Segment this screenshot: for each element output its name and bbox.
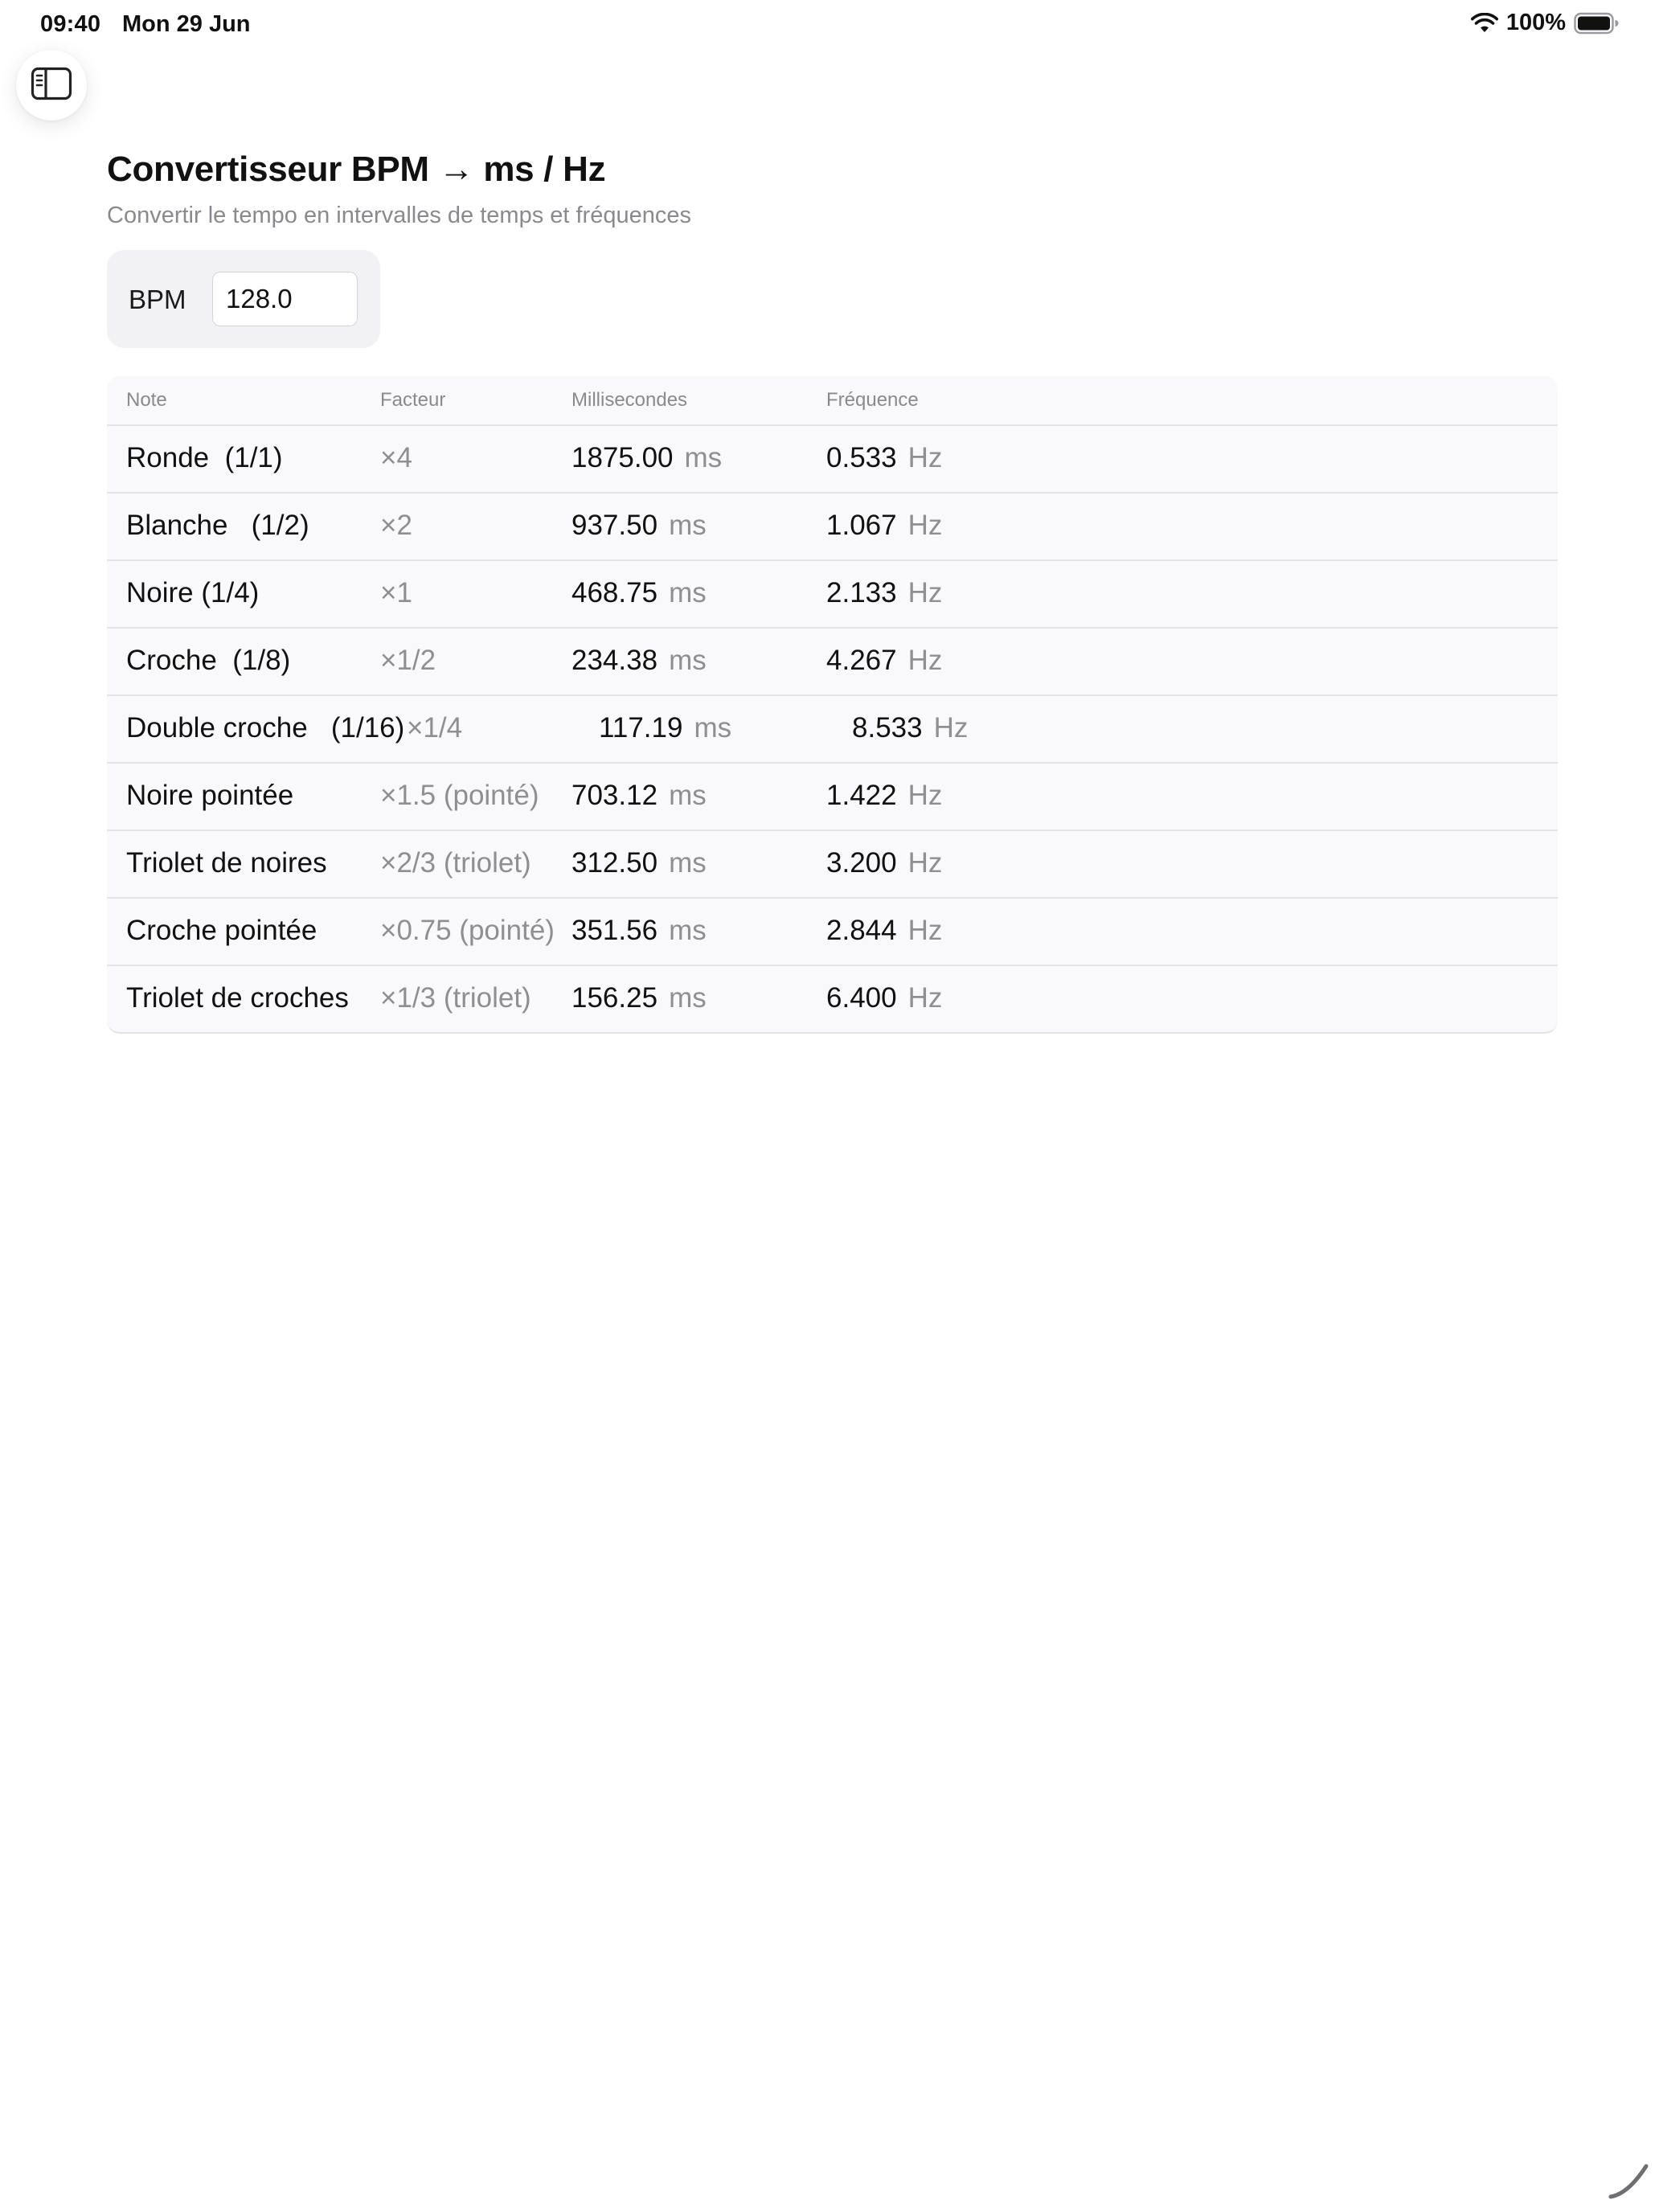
ms-value xyxy=(571,442,722,474)
sidebar-icon xyxy=(31,67,72,104)
ms-value xyxy=(599,712,731,744)
ms-value xyxy=(571,577,707,609)
note-name: Ronde (1/1) xyxy=(126,442,283,473)
hz-number: 1.067 xyxy=(826,510,897,541)
hz-unit: Hz xyxy=(933,712,969,743)
header-milliseconds: Millisecondes xyxy=(571,389,688,411)
ms-value xyxy=(571,915,707,947)
table-row xyxy=(107,561,1558,629)
hz-value xyxy=(852,712,968,744)
ms-value xyxy=(571,510,707,542)
note-factor: ×1/4 xyxy=(407,712,463,743)
note-name: Triolet de croches xyxy=(126,982,349,1014)
ms-number: 312.50 xyxy=(571,847,658,879)
ms-number: 468.75 xyxy=(571,577,658,608)
sidebar-toggle-button[interactable] xyxy=(16,50,87,121)
bpm-label: BPM xyxy=(129,285,186,314)
note-name: Double croche (1/16) xyxy=(126,712,405,743)
ms-unit: ms xyxy=(669,847,707,879)
ms-unit: ms xyxy=(669,645,707,676)
ms-unit: ms xyxy=(684,442,723,473)
hz-number: 3.200 xyxy=(826,847,897,879)
status-bar xyxy=(0,0,1659,51)
hz-number: 4.267 xyxy=(826,645,897,676)
ms-unit: ms xyxy=(694,712,732,743)
note-name: Croche (1/8) xyxy=(126,645,291,676)
ms-unit: ms xyxy=(669,510,707,541)
hz-unit: Hz xyxy=(907,982,943,1014)
note-factor: ×1.5 (pointé) xyxy=(380,780,539,811)
hz-unit: Hz xyxy=(907,442,943,473)
hz-unit: Hz xyxy=(907,847,943,879)
hz-value xyxy=(826,577,942,609)
page-title: Convertisseur BPM → ms / Hz xyxy=(107,150,606,189)
conversion-table xyxy=(107,376,1558,1034)
table-header xyxy=(107,376,1558,426)
ms-number: 234.38 xyxy=(571,645,658,676)
hz-unit: Hz xyxy=(907,645,943,676)
ms-number: 351.56 xyxy=(571,915,658,946)
hz-unit: Hz xyxy=(907,577,943,608)
table-row xyxy=(107,696,1558,764)
note-name: Noire (1/4) xyxy=(126,577,260,608)
ms-unit: ms xyxy=(669,982,707,1014)
note-factor: ×2/3 (triolet) xyxy=(380,847,531,879)
ms-unit: ms xyxy=(669,915,707,946)
hz-number: 0.533 xyxy=(826,442,897,473)
header-factor: Facteur xyxy=(380,389,446,411)
ms-value xyxy=(571,847,707,879)
hz-value xyxy=(826,645,942,677)
ms-unit: ms xyxy=(669,577,707,608)
table-row xyxy=(107,764,1558,831)
wifi-icon xyxy=(1471,13,1498,34)
note-factor: ×1/2 xyxy=(380,645,436,676)
ms-number: 117.19 xyxy=(599,712,683,743)
hz-value xyxy=(826,510,942,542)
table-row xyxy=(107,831,1558,899)
note-name: Triolet de noires xyxy=(126,847,327,879)
table-row xyxy=(107,966,1558,1032)
hz-number: 2.844 xyxy=(826,915,897,946)
ms-value xyxy=(571,645,707,677)
bpm-input[interactable] xyxy=(212,272,358,326)
bpm-card xyxy=(107,250,380,348)
note-factor: ×4 xyxy=(380,442,412,473)
note-factor: ×2 xyxy=(380,510,412,541)
ms-number: 1875.00 xyxy=(571,442,674,473)
status-time: 09:40 xyxy=(40,11,101,37)
ms-number: 703.12 xyxy=(571,780,658,811)
hz-number: 2.133 xyxy=(826,577,897,608)
battery-icon xyxy=(1574,12,1619,35)
table-row xyxy=(107,899,1558,966)
hz-value xyxy=(826,847,942,879)
ms-unit: ms xyxy=(669,780,707,811)
ms-value xyxy=(571,982,707,1014)
note-factor: ×1 xyxy=(380,577,412,608)
scribble-corner-indicator xyxy=(1604,2155,1653,2207)
ms-number: 937.50 xyxy=(571,510,658,541)
ms-value xyxy=(571,780,707,812)
hz-unit: Hz xyxy=(907,780,943,811)
hz-value xyxy=(826,442,942,474)
hz-number: 8.533 xyxy=(852,712,923,743)
note-name: Croche pointée xyxy=(126,915,317,946)
ms-number: 156.25 xyxy=(571,982,658,1014)
hz-number: 6.400 xyxy=(826,982,897,1014)
table-row xyxy=(107,426,1558,494)
hz-unit: Hz xyxy=(907,510,943,541)
battery-percentage: 100% xyxy=(1505,10,1566,35)
header-frequency: Fréquence xyxy=(826,389,919,411)
status-date: Mon 29 Jun xyxy=(122,11,251,37)
table-row xyxy=(107,629,1558,696)
hz-value xyxy=(826,780,942,812)
hz-value xyxy=(826,915,942,947)
note-name: Blanche (1/2) xyxy=(126,510,309,541)
hz-unit: Hz xyxy=(907,915,943,946)
hz-number: 1.422 xyxy=(826,780,897,811)
table-row xyxy=(107,494,1558,561)
page-subtitle: Convertir le tempo en intervalles de temps et fréquences xyxy=(107,203,691,228)
hz-value xyxy=(826,982,942,1014)
status-indicators xyxy=(1471,10,1619,36)
note-factor: ×1/3 (triolet) xyxy=(380,982,531,1014)
header-note: Note xyxy=(126,389,167,411)
note-name: Noire pointée xyxy=(126,780,294,811)
note-factor: ×0.75 (pointé) xyxy=(380,915,555,946)
